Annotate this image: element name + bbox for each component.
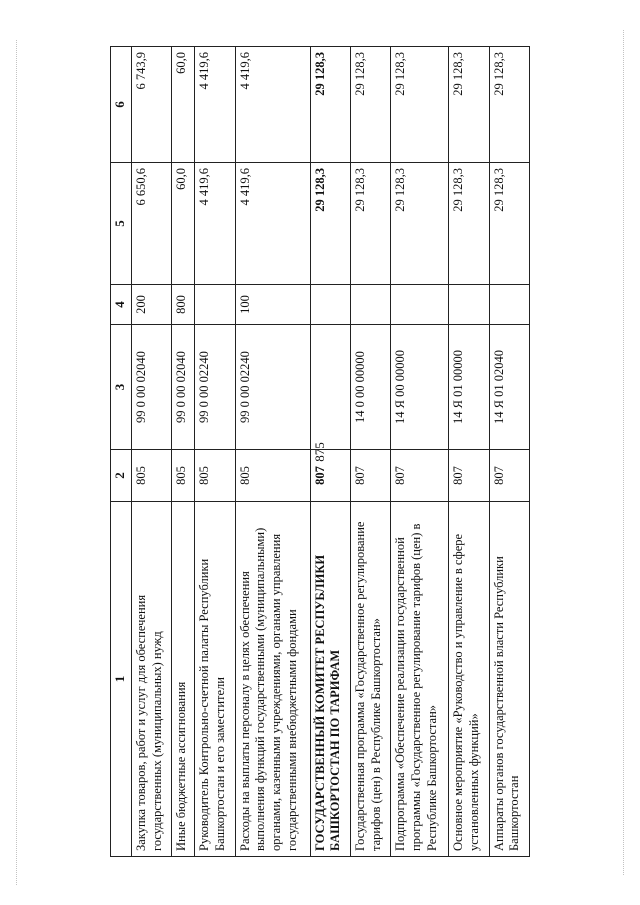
- row-csr: 99 0 00 02240: [235, 325, 310, 450]
- rotated-table-container: [110, 47, 530, 857]
- row-value-6: 4 419,6: [235, 47, 310, 163]
- table-row: [449, 47, 489, 857]
- row-value-6: 60,0: [172, 47, 195, 163]
- header-col-1: 1: [111, 502, 132, 857]
- table-row: [310, 47, 350, 857]
- page-number: 875: [312, 442, 327, 462]
- row-value-6: 4 419,6: [195, 47, 235, 163]
- header-col-3: 3: [111, 325, 132, 450]
- row-csr: 14 Я 00 00000: [391, 325, 449, 450]
- scan-edge-right: [623, 30, 624, 875]
- row-ved: 805: [132, 450, 172, 502]
- row-value-5: 4 419,6: [195, 163, 235, 285]
- row-csr: 14 Я 01 02040: [489, 325, 529, 450]
- row-vr: [195, 285, 235, 325]
- row-name: Подпрограмма «Обеспечение реализации государственной программы «Государственное регулирование тарифов (цен) в Республике Башкортостан»: [391, 502, 449, 857]
- table-row: [391, 47, 449, 857]
- row-vr: [489, 285, 529, 325]
- row-ved: 807: [489, 450, 529, 502]
- row-name: Закупка товаров, работ и услуг для обеспечения государственных (муниципальных) нужд: [132, 502, 172, 857]
- row-value-5: 60,0: [172, 163, 195, 285]
- row-value-6: 29 128,3: [391, 47, 449, 163]
- row-name: Основное мероприятие «Руководство и управление в сфере установленных функций»: [449, 502, 489, 857]
- row-value-6: 29 128,3: [310, 47, 350, 163]
- row-name: Государственная программа «Государственное регулирование тарифов (цен) в Республике Башкортостан»: [351, 502, 391, 857]
- row-vr: [310, 285, 350, 325]
- row-value-5: 6 650,6: [132, 163, 172, 285]
- row-value-6: 6 743,9: [132, 47, 172, 163]
- row-ved: 805: [172, 450, 195, 502]
- row-ved: 805: [235, 450, 310, 502]
- scan-edge-left: [16, 40, 17, 885]
- row-name: Расходы на выплаты персоналу в целях обеспечения выполнения функций государственными (муниципальными) органами, казенными учреждениями, органами управления государственными внебюджетными фондами: [235, 502, 310, 857]
- table-row: [351, 47, 391, 857]
- row-value-5: 29 128,3: [449, 163, 489, 285]
- row-ved: 807: [391, 450, 449, 502]
- row-csr: 99 0 00 02040: [132, 325, 172, 450]
- header-col-6: 6: [111, 47, 132, 163]
- table-row: [489, 47, 529, 857]
- row-vr: [391, 285, 449, 325]
- row-vr: [351, 285, 391, 325]
- row-vr: 800: [172, 285, 195, 325]
- row-vr: 100: [235, 285, 310, 325]
- row-ved: 805: [195, 450, 235, 502]
- row-csr: [310, 325, 350, 450]
- row-value-6: 29 128,3: [489, 47, 529, 163]
- header-col-4: 4: [111, 285, 132, 325]
- row-value-6: 29 128,3: [449, 47, 489, 163]
- table-row: [195, 47, 235, 857]
- header-col-2: 2: [111, 450, 132, 502]
- row-csr: 99 0 00 02040: [172, 325, 195, 450]
- row-name: Руководитель Контрольно-счетной палаты Республики Башкортостан и его заместители: [195, 502, 235, 857]
- row-value-5: 29 128,3: [489, 163, 529, 285]
- row-value-5: 29 128,3: [351, 163, 391, 285]
- row-vr: [449, 285, 489, 325]
- row-value-6: 29 128,3: [351, 47, 391, 163]
- row-name: Иные бюджетные ассигнования: [172, 502, 195, 857]
- table-row: [132, 47, 172, 857]
- row-value-5: 29 128,3: [391, 163, 449, 285]
- row-vr: 200: [132, 285, 172, 325]
- row-ved: 807: [351, 450, 391, 502]
- table-row: [172, 47, 195, 857]
- header-row: [111, 47, 132, 857]
- row-ved: 807: [449, 450, 489, 502]
- row-value-5: 4 419,6: [235, 163, 310, 285]
- row-csr: 14 Я 01 00000: [449, 325, 489, 450]
- row-name: Аппараты органов государственной власти Республики Башкортостан: [489, 502, 529, 857]
- row-value-5: 29 128,3: [310, 163, 350, 285]
- table-row: [235, 47, 310, 857]
- row-name: ГОСУДАРСТВЕННЫЙ КОМИТЕТ РЕСПУБЛИКИ БАШКОРТОСТАН ПО ТАРИФАМ: [310, 502, 350, 857]
- budget-table: [110, 46, 530, 857]
- header-col-5: 5: [111, 163, 132, 285]
- row-csr: 99 0 00 02240: [195, 325, 235, 450]
- row-ved: 807: [310, 450, 350, 502]
- row-csr: 14 0 00 00000: [351, 325, 391, 450]
